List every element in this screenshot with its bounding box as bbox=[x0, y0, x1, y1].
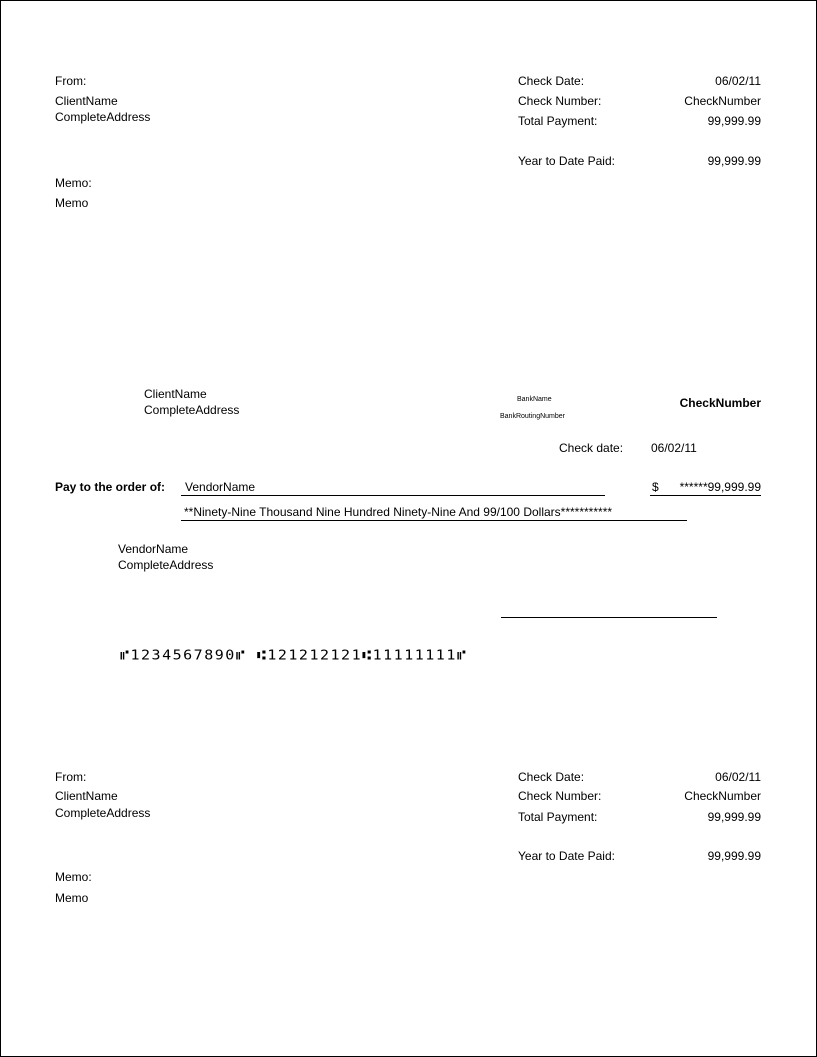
memo-text: Memo bbox=[55, 196, 89, 210]
vendor-address: CompleteAddress bbox=[118, 558, 214, 572]
bank-routing-number: BankRoutingNumber bbox=[500, 413, 565, 420]
check-date-label: Check Date: bbox=[518, 74, 585, 88]
total-payment-value: 99,999.99 bbox=[707, 114, 761, 128]
total-payment-value: 99,999.99 bbox=[707, 810, 761, 824]
total-payment-label: Total Payment: bbox=[518, 114, 598, 128]
check-date-label: Check date: bbox=[559, 441, 624, 455]
check-client-name: ClientName bbox=[144, 387, 207, 401]
currency-symbol: $ bbox=[652, 480, 659, 494]
check-date-value: 06/02/11 bbox=[651, 441, 697, 455]
bank-name: BankName bbox=[517, 396, 552, 403]
total-payment-label: Total Payment: bbox=[518, 810, 598, 824]
amount-line bbox=[650, 495, 761, 496]
check-number-label: Check Number: bbox=[518, 789, 602, 803]
check-number-heading: CheckNumber bbox=[679, 396, 761, 410]
micr-line: ⑈1234567890⑈ ⑆121212121⑆11111111⑈ bbox=[120, 647, 468, 664]
pay-to-label: Pay to the order of: bbox=[55, 480, 166, 494]
memo-label: Memo: bbox=[55, 176, 92, 190]
payee-line bbox=[181, 495, 605, 496]
amount-words-line bbox=[181, 520, 687, 521]
check-number-value: CheckNumber bbox=[684, 94, 761, 108]
check-client-address: CompleteAddress bbox=[144, 403, 240, 417]
check-date-value: 06/02/11 bbox=[715, 770, 761, 784]
ytd-label: Year to Date Paid: bbox=[518, 154, 615, 168]
check-date-value: 06/02/11 bbox=[715, 74, 761, 88]
amount-in-words: **Ninety-Nine Thousand Nine Hundred Ninety-Nine And 99/100 Dollars*********** bbox=[184, 505, 613, 519]
memo-text: Memo bbox=[55, 891, 89, 905]
check-number-label: Check Number: bbox=[518, 94, 602, 108]
check-number-value: CheckNumber bbox=[684, 789, 761, 803]
ytd-value: 99,999.99 bbox=[707, 849, 761, 863]
check-amount: ******99,999.99 bbox=[679, 480, 761, 494]
client-address: CompleteAddress bbox=[55, 110, 151, 124]
check-date-label: Check Date: bbox=[518, 770, 585, 784]
ytd-value: 99,999.99 bbox=[707, 154, 761, 168]
client-name: ClientName bbox=[55, 789, 118, 803]
client-name: ClientName bbox=[55, 94, 118, 108]
signature-line bbox=[501, 617, 717, 618]
vendor-name: VendorName bbox=[118, 542, 189, 556]
from-label: From: bbox=[55, 74, 87, 88]
from-label: From: bbox=[55, 770, 87, 784]
client-address: CompleteAddress bbox=[55, 806, 151, 820]
payee-name: VendorName bbox=[185, 480, 256, 494]
ytd-label: Year to Date Paid: bbox=[518, 849, 615, 863]
memo-label: Memo: bbox=[55, 870, 92, 884]
